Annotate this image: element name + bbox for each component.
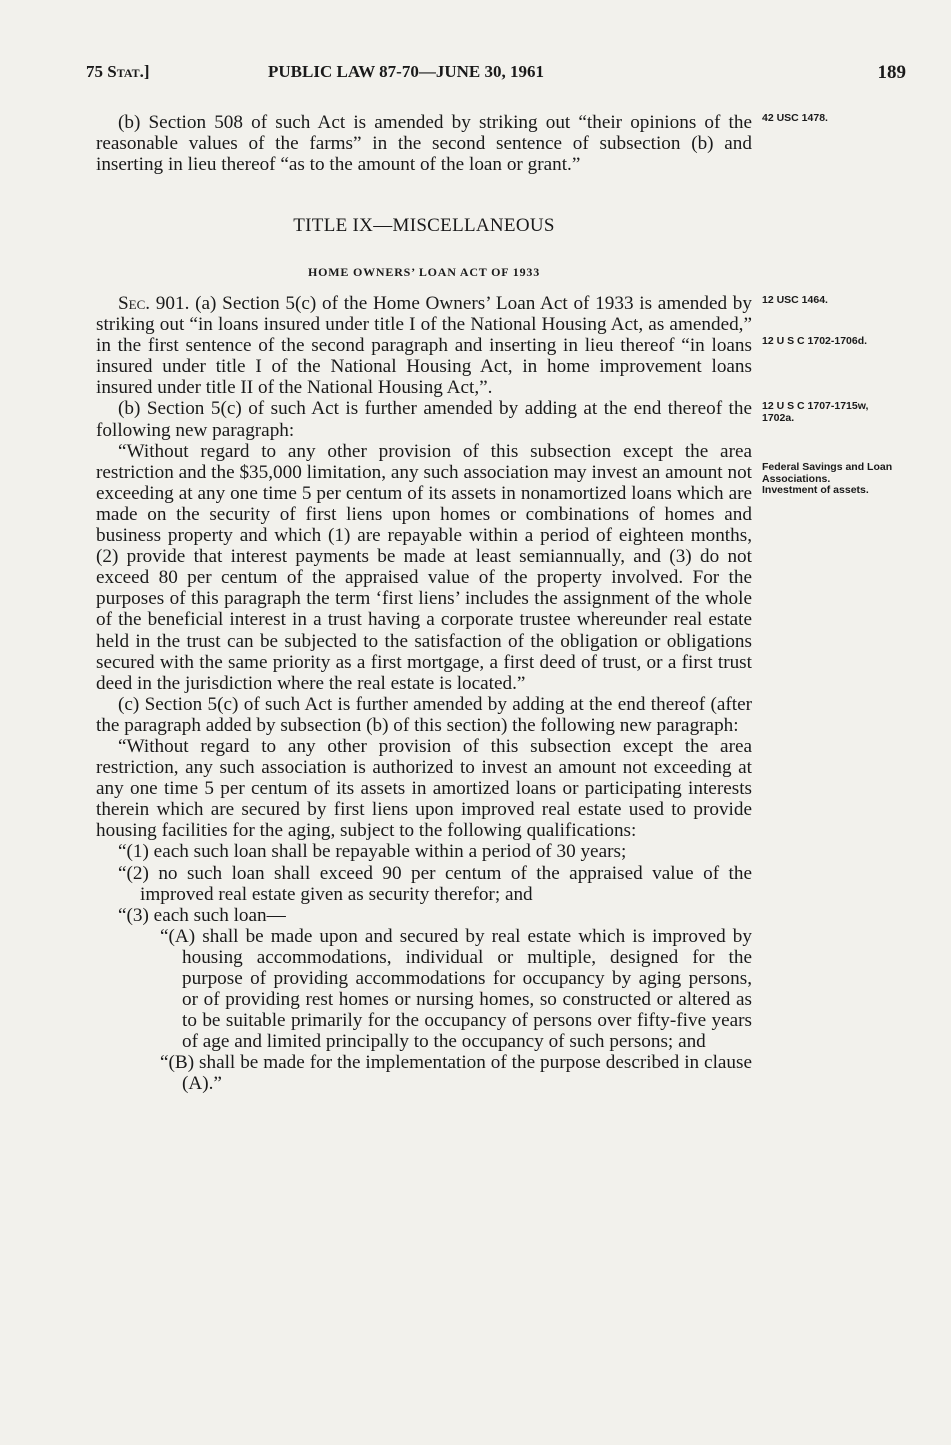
title-heading: TITLE IX—MISCELLANEOUS [293,215,555,236]
qualification-3: “(3) each such loan— [118,904,286,926]
clause-b: “(B) shall be made for the implementation of the purpose described in clause (A).” [160,1052,752,1095]
section-label: Sec. 901. [118,293,190,314]
clause-a: “(A) shall be made upon and secured by real estate which is improved by housing accommodations, individual or multiple, designed for the purpose of providing accommodations for occupancy by aging persons, or of providing rest homes or nursing homes, so constructed or altered as to be suitable primarily for the occupancy of persons over fifty-five years of age and limited principally to the occupancy of such persons; and [160,925,752,1053]
section-901-a-text: (a) Section 5(c) of the Home Owners’ Loan Act of 1933 is amended by striking out “in loans insured under title I of the National Housing Act, as amended,” in the first sentence of the second paragraph and inserting in lieu thereof “in loans insured under title I of the National Housing Act, in home improvement loans insured under title II of the National Housing Act,”. [96,293,752,399]
section-901-a [96,293,752,398]
act-subheading: HOME OWNERS’ LOAN ACT OF 1933 [308,265,540,279]
margin-note-12-usc-1464: 12 USC 1464. [762,294,828,306]
section-901-body [96,293,752,1095]
page-number: 189 [877,62,906,83]
running-header [86,62,906,92]
margin-note-42-usc: 42 USC 1478. [762,112,828,124]
margin-note-12-usc-1707: 12 U S C 1707-1715w, 1702a. [762,400,869,424]
section-901-c: (c) Section 5(c) of such Act is further amended by adding at the end thereof (after the paragraph added by subsection (b) of this section) the following new paragraph: [96,693,752,736]
qualification-2: “(2) no such loan shall exceed 90 per centum of the appraised value of the improved real estate given as security therefor; and [118,862,752,905]
paragraph-b-508: (b) Section 508 of such Act is amended by striking out “their opinions of the reasonable values of the farms” in the second sentence of subsection (b) and inserting in lieu thereof “as to the amount of the loan or grant.” [96,112,752,176]
margin-note-associations: Federal Savings and Loan Associations. [762,461,893,485]
margin-note-12-usc-1702: 12 U S C 1702-1706d. [762,335,868,347]
section-508-amendment [96,112,752,175]
volume-reference: 75 Stat.] [86,62,150,81]
law-title-line: PUBLIC LAW 87-70—JUNE 30, 1961 [268,62,544,81]
quoted-paragraph-1: “Without regard to any other provision of this subsection except the area restriction and the $35,000 limitation, any such association may invest an amount not exceeding at any one time 5 per centum of its assets in nonamortized loans which are made on the security of first liens upon homes or combinations of homes and business property and which (1) are repayable within a period of eighteen months, (2) provide that interest payments be made at least semiannually, and (3) do not exceed 80 per centum of the appraised value of the property involved. For the purposes of this paragraph the term ‘first liens’ includes the assignment of the whole of the beneficial interest in a trust having a corporate trustee whereunder real estate held in the trust can be subjected to the satisfaction of the obligation or obligations secured with the same priority as a first mortgage, a first deed of trust, or a first trust deed in the jurisdiction where the real estate is located.” [96,440,752,694]
margin-note-federal-savings [762,462,902,497]
section-901-b: (b) Section 5(c) of such Act is further amended by adding at the end thereof the following new paragraph: [96,398,752,441]
quoted-paragraph-2: “Without regard to any other provision of this subsection except the area restriction, any such association is authorized to invest an amount not exceeding at any one time 5 per centum of its assets in amortized loans or participating interests therein which are secured by first liens upon improved real estate used to provide housing facilities for the aging, subject to the following qualifications: [96,735,752,842]
margin-note-investment: Investment of assets. [762,484,869,496]
qualification-1: “(1) each such loan shall be repayable within a period of 30 years; [118,841,627,863]
